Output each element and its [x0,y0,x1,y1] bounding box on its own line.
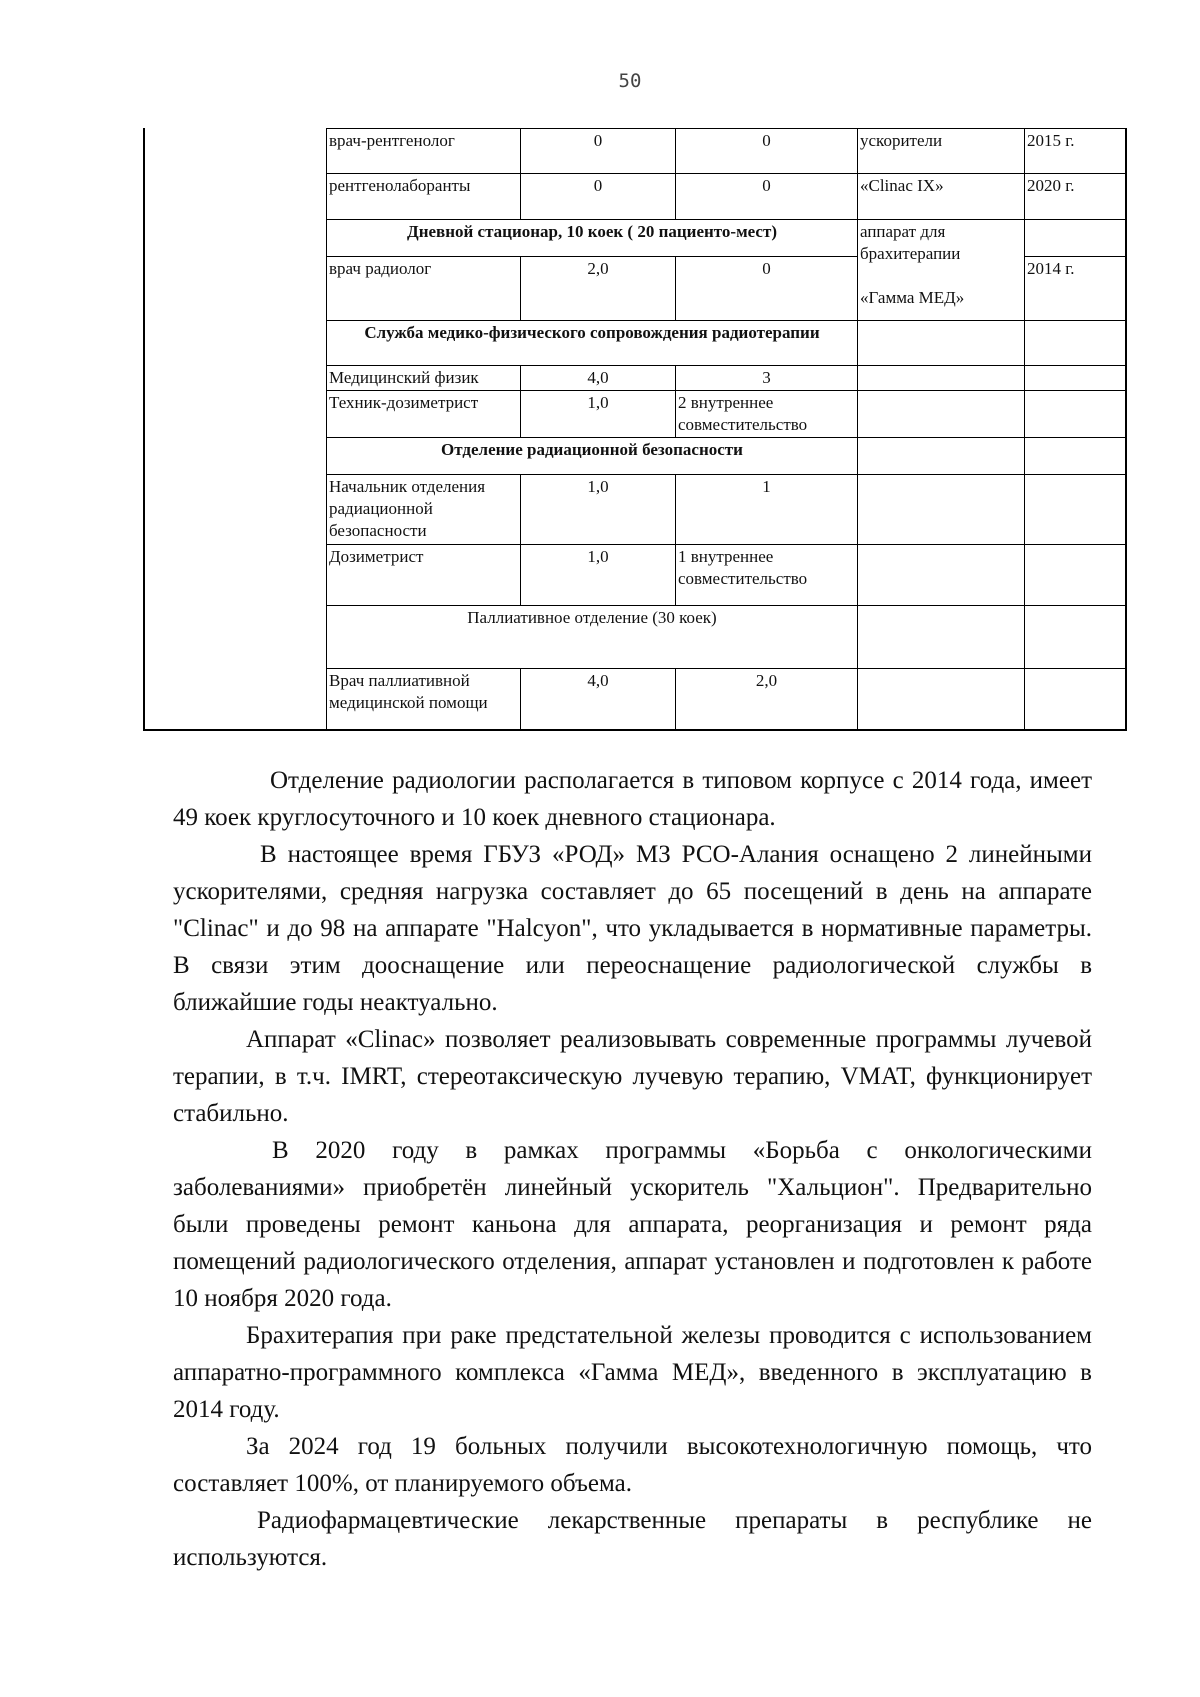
table-cell [1025,475,1126,544]
table-cell [1025,321,1126,366]
staff-equipment-table [326,128,1126,731]
paragraph: Отделение радиологии располагается в типовом корпусе с 2014 года, имеет 49 коек круглосуточного и 10 коек дневного стационара. [173,767,1092,831]
paragraph: Радиофармацевтические лекарственные препараты в республике не используются. [173,1507,1092,1571]
paragraph: В настоящее время ГБУЗ «РОД» МЗ РСО-Алания оснащено 2 линейными ускорителями, средняя нагрузка составляет до 65 посещений в день на аппарате "Clinac" и до 98 на аппарате "Halcyon", что укладывается в нормативные параметры. В связи этим дооснащение или переоснащение радиологической службы в ближайшие годы неактуально. [173,841,1092,1016]
table-cell [1025,220,1126,257]
table-cell: 2020 г. [1025,174,1126,220]
table-cell [858,321,1025,366]
table-cell: 0 [676,257,858,321]
table-cell [1025,668,1126,730]
body-text [173,762,1092,1576]
table-cell [1025,544,1126,605]
table-cell: врач радиолог [327,257,521,321]
paragraph: Аппарат «Clinac» позволяет реализовывать современные программы лучевой терапии, в т.ч. IMRT, стереотаксическую лучевую терапию, VMAT, функционирует стабильно. [173,1026,1092,1127]
table-cell: 1,0 [521,544,676,605]
table-cell: 2,0 [521,257,676,321]
table-cell [858,438,1025,475]
table-cell: 4,0 [521,366,676,391]
table-cell: 1,0 [521,475,676,544]
paragraph: В 2020 году в рамках программы «Борьба с онкологическими заболеваниями» приобретён линейный ускоритель "Хальцион". Предварительно были проведены ремонт каньона для аппарата, реорганизация и ремонт ряда помещений радиологического отделения, аппарат установлен и подготовлен к работе 10 ноября 2020 года. [173,1137,1092,1312]
table-cell: ускорители [858,129,1025,174]
table-cell: 2,0 [676,668,858,730]
table-cell: 1 [676,475,858,544]
table-cell [858,475,1025,544]
table-cell: 3 [676,366,858,391]
paragraph: За 2024 год 19 больных получили высокотехнологичную помощь, что составляет 100%, от планируемого объема. [173,1433,1092,1497]
table-cell: 4,0 [521,668,676,730]
table-cell: 0 [676,129,858,174]
table-cell [1025,605,1126,668]
table-cell [858,605,1025,668]
table-cell [1025,391,1126,438]
table-row [327,366,1126,391]
table-cell: рентгенолаборанты [327,174,521,220]
table-row [327,220,1126,257]
table-cell: Начальник отделения радиационной безопасности [327,475,521,544]
table-cell: 2014 г. [1025,257,1126,321]
table-cell: врач-рентгенолог [327,129,521,174]
table-row [327,129,1126,174]
table-row [327,438,1126,475]
table-cell: 0 [521,174,676,220]
table-cell: 0 [676,174,858,220]
section-header-cell: Дневной стационар, 10 коек ( 20 пациенто-мест) [327,220,858,257]
table-cell: 2015 г. [1025,129,1126,174]
table-cell [858,668,1025,730]
table-cell: Врач паллиативной медицинской помощи [327,668,521,730]
table-cell [858,544,1025,605]
table-cell [1025,366,1126,391]
paragraph: Брахитерапия при раке предстательной железы проводится с использованием аппаратно-программного комплекса «Гамма МЕД», введенного в эксплуатацию в 2014 году. [173,1322,1092,1423]
table-row [327,475,1126,544]
table-cell: Медицинский физик [327,366,521,391]
table-cell: 1 внутреннее совместительство [676,544,858,605]
table-cell [858,366,1025,391]
table-cell: Техник-дозиметрист [327,391,521,438]
table-cell [1025,438,1126,475]
table-cell [858,391,1025,438]
section-header-cell: Отделение радиационной безопасности [327,438,858,475]
table-cell: Дозиметрист [327,544,521,605]
section-header-cell: Паллиативное отделение (30 коек) [327,605,858,668]
table-cell: аппарат для брахитерапии «Гамма МЕД» [858,220,1025,321]
table-row [327,174,1126,220]
table-cell: 0 [521,129,676,174]
table-cell: 1,0 [521,391,676,438]
table-row [327,321,1126,366]
table-cell: 2 внутреннее совместительство [676,391,858,438]
table-row [327,544,1126,605]
table-row [327,391,1126,438]
table-cell: «Clinac IX» [858,174,1025,220]
table-row [327,668,1126,730]
page-number: 50 [618,70,642,92]
section-header-cell: Служба медико-физического сопровождения радиотерапии [327,321,858,366]
table-row [327,605,1126,668]
